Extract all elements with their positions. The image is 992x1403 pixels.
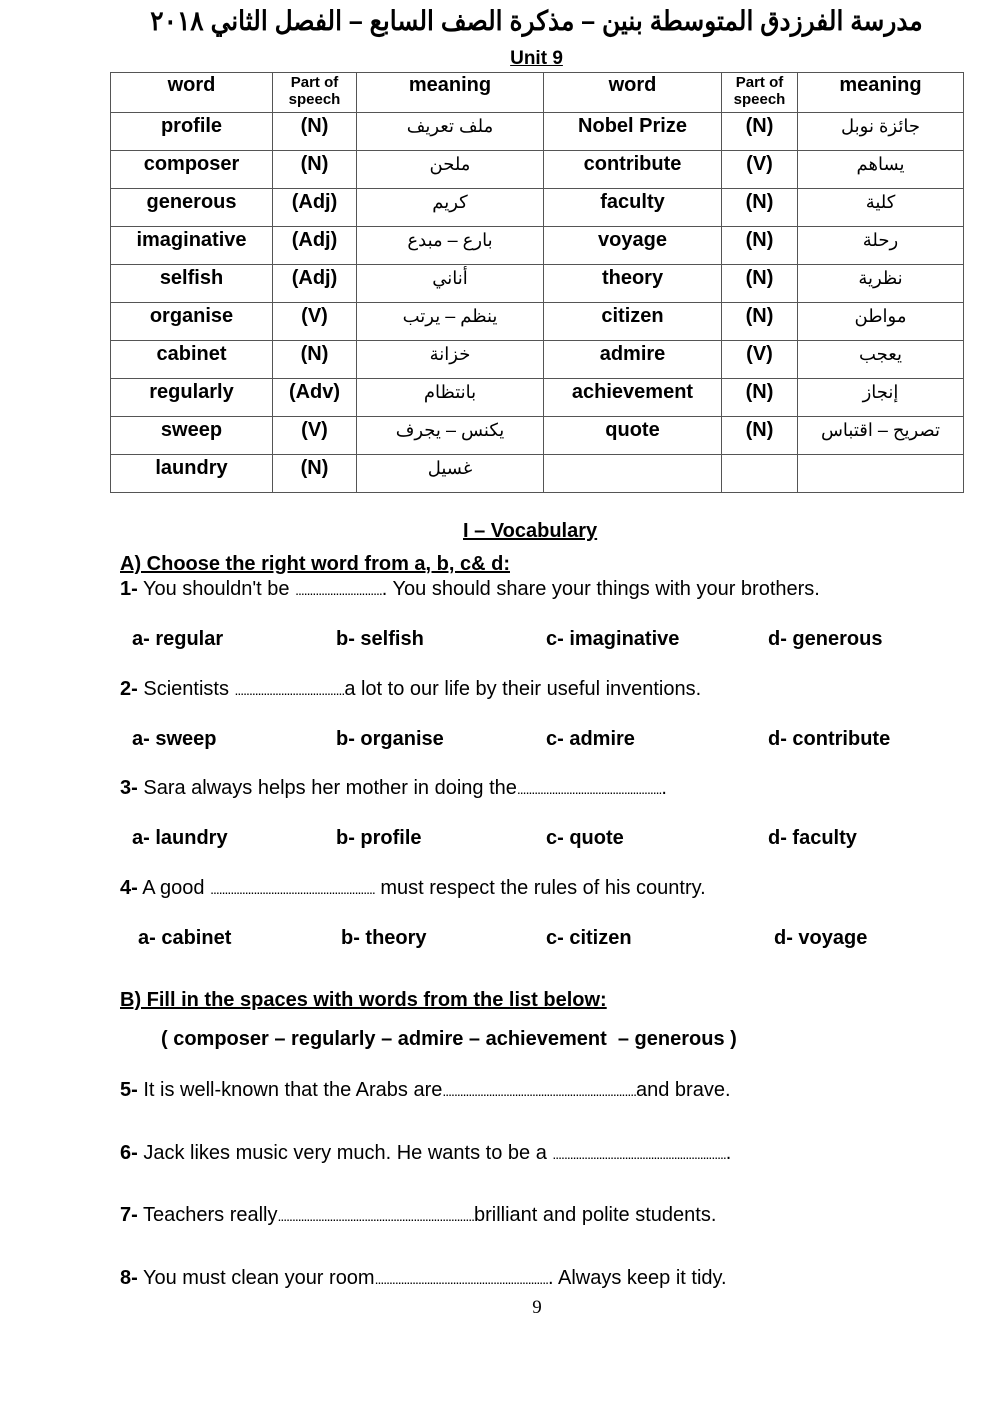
question-6	[120, 1142, 731, 1165]
meaning-cell: مواطن	[798, 303, 964, 341]
answer-option-a[interactable]: a- sweep	[132, 728, 217, 750]
word-cell: contribute	[544, 151, 722, 189]
word-cell: composer	[111, 151, 273, 189]
meaning-cell: أناني	[357, 265, 544, 303]
table-row	[111, 417, 964, 455]
word-cell: generous	[111, 189, 273, 227]
question-text-after: .	[661, 777, 667, 799]
answer-option-b[interactable]: b- profile	[336, 827, 422, 849]
meaning-cell: غسيل	[357, 455, 544, 493]
answer-option-c[interactable]: c- citizen	[546, 927, 632, 949]
meaning-cell: بانتظام	[357, 379, 544, 417]
part-of-speech-cell: (N)	[273, 341, 357, 379]
question-number: 1-	[120, 578, 138, 600]
question-number: 8-	[120, 1267, 138, 1289]
table-row	[111, 151, 964, 189]
answer-blank[interactable]: ..............................	[295, 582, 382, 598]
meaning-cell: ملحن	[357, 151, 544, 189]
part-of-speech-cell: (N)	[722, 379, 798, 417]
page-number: 9	[532, 1297, 542, 1318]
word-cell: profile	[111, 113, 273, 151]
table-row	[111, 379, 964, 417]
question-text-after: a lot to our life by their useful inventions.	[344, 678, 702, 700]
answer-option-c[interactable]: c- admire	[546, 728, 635, 750]
question-number: 2-	[120, 678, 138, 700]
part-of-speech-cell: (Adj)	[273, 189, 357, 227]
answer-option-d[interactable]: d- contribute	[768, 728, 891, 750]
part-of-speech-cell: (N)	[722, 189, 798, 227]
table-row	[111, 227, 964, 265]
part-of-speech-cell: (V)	[722, 341, 798, 379]
table-header-row	[111, 73, 964, 113]
question-text-after: . You should share your things with your brothers.	[381, 578, 820, 600]
word-cell	[544, 455, 722, 493]
question-number: 6-	[120, 1142, 138, 1164]
table-row	[111, 341, 964, 379]
part-of-speech-cell: (Adj)	[273, 265, 357, 303]
question-text-before: It is well-known that the Arabs are	[137, 1079, 443, 1101]
question-number: 4-	[120, 877, 138, 899]
word-cell: cabinet	[111, 341, 273, 379]
meaning-cell: بارع – مبدع	[357, 227, 544, 265]
table-row	[111, 113, 964, 151]
part-of-speech-cell: (V)	[722, 151, 798, 189]
part-a-title: A) Choose the right word from a, b, c& d:	[120, 553, 510, 575]
word-cell: achievement	[544, 379, 722, 417]
question-3	[120, 777, 667, 800]
question-2	[120, 678, 701, 701]
meaning-cell	[798, 455, 964, 493]
answer-blank[interactable]: ............................................................	[552, 1146, 726, 1162]
part-of-speech-cell: (V)	[273, 303, 357, 341]
question-text-after: brilliant and polite students.	[474, 1204, 717, 1226]
word-cell: selfish	[111, 265, 273, 303]
part-of-speech-cell: (N)	[273, 113, 357, 151]
meaning-cell: يساهم	[798, 151, 964, 189]
part-of-speech-cell: (N)	[722, 227, 798, 265]
part-of-speech-cell: (N)	[722, 303, 798, 341]
question-text-after: and brave.	[636, 1079, 731, 1101]
answer-blank[interactable]: .........................................................	[210, 881, 375, 897]
question-text-after: . Always keep it tidy.	[547, 1267, 727, 1289]
question-8	[120, 1267, 727, 1290]
part-of-speech-cell: (Adj)	[273, 227, 357, 265]
answer-blank[interactable]: ............................................................	[374, 1271, 548, 1287]
header-word: word	[544, 73, 722, 113]
page-title-arabic: مدرسة الفرزدق المتوسطة بنين – مذكرة الصف السابع – الفصل الثاني ٢٠١٨	[150, 6, 923, 36]
word-cell: citizen	[544, 303, 722, 341]
meaning-cell: يعجب	[798, 341, 964, 379]
part-of-speech-cell	[722, 455, 798, 493]
table-row	[111, 265, 964, 303]
question-text-before: A good	[137, 877, 211, 899]
header-word: word	[111, 73, 273, 113]
header-part-of-speech: Part of speech	[722, 73, 798, 113]
meaning-cell: جائزة نوبل	[798, 113, 964, 151]
section-title-vocabulary: I – Vocabulary	[463, 520, 598, 542]
word-cell: imaginative	[111, 227, 273, 265]
word-cell: faculty	[544, 189, 722, 227]
meaning-cell: ينظم – يرتب	[357, 303, 544, 341]
question-text-after: must respect the rules of his country.	[374, 877, 706, 899]
question-5	[120, 1079, 731, 1102]
answer-blank[interactable]: ..................................................	[516, 781, 662, 797]
answer-option-b[interactable]: b- selfish	[336, 628, 424, 650]
answer-blank[interactable]: ......................................	[234, 682, 345, 698]
question-text-before: Jack likes music very much. He wants to be a	[137, 1142, 553, 1164]
unit-title: Unit 9	[510, 48, 563, 69]
meaning-cell: يكنس – يجرف	[357, 417, 544, 455]
part-of-speech-cell: (V)	[273, 417, 357, 455]
word-cell: voyage	[544, 227, 722, 265]
question-text-before: You must clean your room	[137, 1267, 375, 1289]
part-of-speech-cell: (N)	[273, 151, 357, 189]
question-text-before: Teachers really	[137, 1204, 278, 1226]
table-row	[111, 455, 964, 493]
answer-option-d[interactable]: d- voyage	[774, 927, 868, 949]
word-cell: laundry	[111, 455, 273, 493]
answer-blank[interactable]: ...................................................................	[442, 1083, 636, 1099]
question-text-after: .	[725, 1142, 732, 1164]
question-number: 7-	[120, 1204, 138, 1226]
question-7	[120, 1204, 716, 1227]
meaning-cell: خزانة	[357, 341, 544, 379]
meaning-cell: ملف تعريف	[357, 113, 544, 151]
word-cell: admire	[544, 341, 722, 379]
word-cell: regularly	[111, 379, 273, 417]
answer-option-b[interactable]: b- organise	[336, 728, 444, 750]
header-meaning: meaning	[357, 73, 544, 113]
meaning-cell: إنجاز	[798, 379, 964, 417]
question-text-before: You shouldn't be	[137, 578, 296, 600]
word-list: ( composer – regularly – admire – achievement – generous )	[161, 1028, 737, 1050]
part-of-speech-cell: (N)	[273, 455, 357, 493]
header-meaning: meaning	[798, 73, 964, 113]
answer-option-d[interactable]: d- generous	[768, 628, 883, 650]
part-of-speech-cell: (N)	[722, 417, 798, 455]
answer-option-b[interactable]: b- theory	[341, 927, 427, 949]
answer-option-a[interactable]: a- cabinet	[138, 927, 232, 949]
word-cell: quote	[544, 417, 722, 455]
answer-option-a[interactable]: a- regular	[132, 628, 224, 650]
answer-option-a[interactable]: a- laundry	[132, 827, 228, 849]
answer-blank[interactable]: ....................................................................	[277, 1208, 474, 1224]
meaning-cell: رحلة	[798, 227, 964, 265]
vocab-table	[110, 72, 964, 493]
answer-option-c[interactable]: c- quote	[546, 827, 624, 849]
part-of-speech-cell: (N)	[722, 265, 798, 303]
question-4	[120, 877, 706, 900]
word-cell: sweep	[111, 417, 273, 455]
answer-option-d[interactable]: d- faculty	[768, 827, 857, 849]
header-part-of-speech: Part of speech	[273, 73, 357, 113]
table-row	[111, 303, 964, 341]
word-cell: organise	[111, 303, 273, 341]
meaning-cell: كلية	[798, 189, 964, 227]
question-1	[120, 578, 820, 601]
meaning-cell: نظرية	[798, 265, 964, 303]
meaning-cell: تصريح – اقتباس	[798, 417, 964, 455]
word-cell: theory	[544, 265, 722, 303]
meaning-cell: كريم	[357, 189, 544, 227]
part-of-speech-cell: (Adv)	[273, 379, 357, 417]
part-of-speech-cell: (N)	[722, 113, 798, 151]
question-number: 5-	[120, 1079, 138, 1101]
word-cell: Nobel Prize	[544, 113, 722, 151]
question-text-before: Scientists	[137, 678, 235, 700]
part-b-title: B) Fill in the spaces with words from the list below:	[120, 989, 607, 1011]
question-number: 3-	[120, 777, 138, 799]
table-row	[111, 189, 964, 227]
question-text-before: Sara always helps her mother in doing the	[137, 777, 517, 799]
answer-option-c[interactable]: c- imaginative	[546, 628, 680, 650]
